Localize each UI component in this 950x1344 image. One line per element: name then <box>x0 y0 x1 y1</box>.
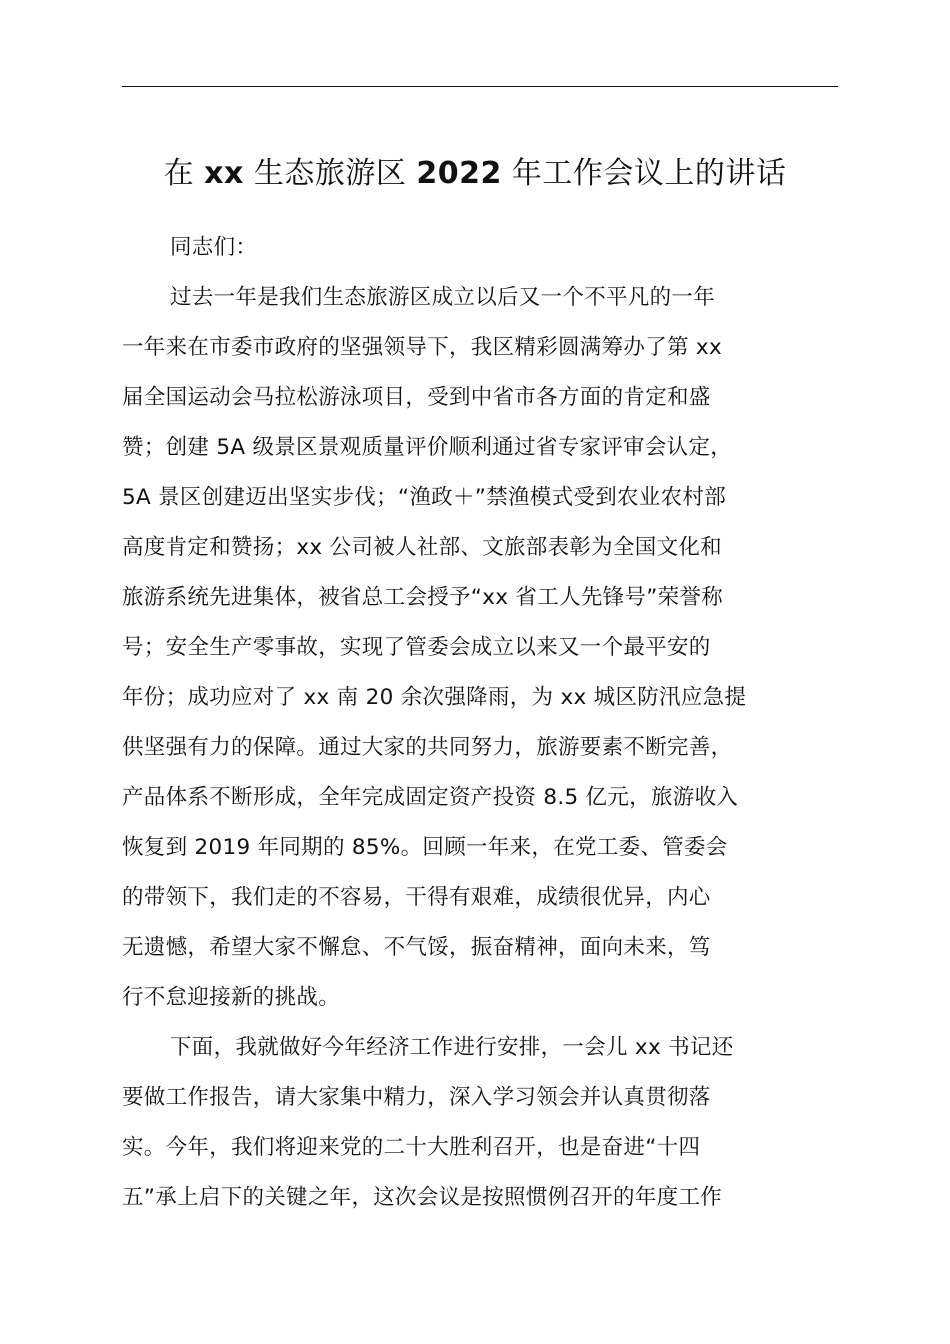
paragraph-1-line: 届全国运动会马拉松游泳项目，受到中省市各方面的肯定和盛 <box>122 385 711 410</box>
paragraph-1-line: 高度肯定和赞扬；xx 公司被人社部、文旅部表彰为全国文化和 <box>122 535 722 560</box>
paragraph-1-line: 产品体系不断形成，全年完成固定资产投资 8.5 亿元，旅游收入 <box>122 785 739 810</box>
salutation: 同志们： <box>170 235 258 260</box>
paragraph-1-line: 年份；成功应对了 xx 南 20 余次强降雨，为 xx 城区防汛应急提 <box>122 685 747 710</box>
paragraph-2-line: 五”承上启下的关键之年，这次会议是按照惯例召开的年度工作 <box>122 1185 723 1210</box>
paragraph-2-line: 要做工作报告，请大家集中精力，深入学习领会并认真贯彻落 <box>122 1085 711 1110</box>
paragraph-1-line: 号；安全生产零事故，实现了管委会成立以来又一个最平安的 <box>122 635 711 660</box>
paragraph-2-line: 下面，我就做好今年经济工作进行安排，一会儿 xx 书记还 <box>170 1035 734 1060</box>
paragraph-1-line: 过去一年是我们生态旅游区成立以后又一个不平凡的一年 <box>170 285 716 310</box>
paragraph-1-line: 5A 景区创建迈出坚实步伐；“渔政＋”禁渔模式受到农业农村部 <box>122 485 727 510</box>
paragraph-1-line: 无遗憾，希望大家不懈怠、不气馁，振奋精神，面向未来，笃 <box>122 935 711 960</box>
paragraph-1-line: 的带领下，我们走的不容易，干得有艰难，成绩很优异，内心 <box>122 885 711 910</box>
paragraph-2-line: 实。今年，我们将迎来党的二十大胜利召开，也是奋进“十四 <box>122 1135 701 1160</box>
paragraph-1-line: 恢复到 2019 年同期的 85%。回顾一年来，在党工委、管委会 <box>122 835 728 860</box>
paragraph-1-line: 供坚强有力的保障。通过大家的共同努力，旅游要素不断完善， <box>122 735 733 760</box>
paragraph-1-line: 旅游系统先进集体，被省总工会授予“xx 省工人先锋号”荣誉称 <box>122 585 724 610</box>
header-rule <box>122 86 838 87</box>
paragraph-1-line: 行不怠迎接新的挑战。 <box>122 985 341 1010</box>
document-title: 在 xx 生态旅游区 2022 年工作会议上的讲话 <box>163 156 787 191</box>
paragraph-1-line: 赞；创建 5A 级景区景观质量评价顺利通过省专家评审会认定， <box>122 435 733 460</box>
paragraph-1-line: 一年来在市委市政府的坚强领导下，我区精彩圆满筹办了第 xx <box>122 335 722 360</box>
